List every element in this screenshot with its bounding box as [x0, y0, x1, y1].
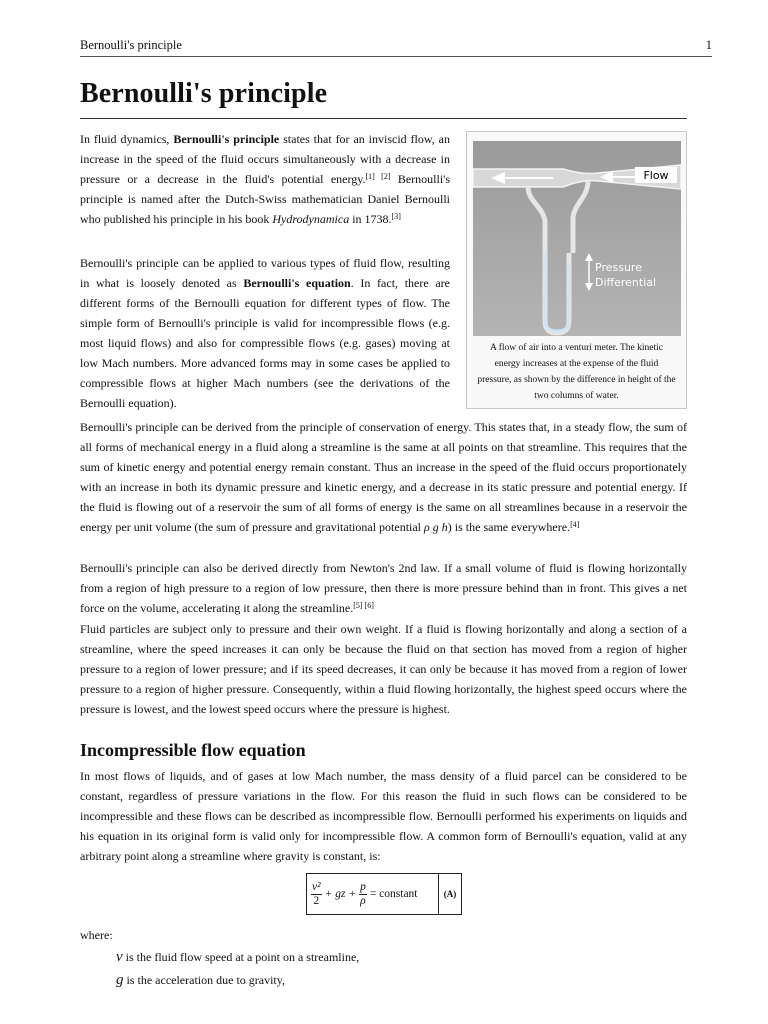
body-paragraph-6: In most flows of liquids, and of gases at low Mach number, the mass density of a fluid parcel can be considered to be constant, regardless of pressure variations in the flow. For this reason the fluid in such flows can be considered to be incompressible and these flows can be described as incompressible flow. Bernoulli performed his experiments on liquids and his equation in its original form is valid only for incompressible flow. A common form of Bernoulli's equation, valid at any arbitrary point along a streamline where gravity is constant, is: — [80, 769, 687, 863]
equation-label: (A) — [443, 889, 457, 899]
body-paragraph-3: Bernoulli's principle can be derived from the principle of conservation of energy. This states that, in a steady flow, the sum of all forms of mechanical energy in a fluid along a streamline is the same at all points on that streamline. This requires that the sum of kinetic energy and potential energy remain constant. Thus an increase in the speed of the fluid occurs proportionately with an increase in both its dynamic pressure and kinetic energy, and a decrease in its static pressure and potential energy. If the fluid is flowing out of a reservoir the sum of all forms of energy is the same on all streamlines because in a reservoir the energy per unit volume (the sum of pressure and gravitational potential ρ g h) is the same everywhere.[4] — [80, 420, 687, 534]
differential-label: Differential — [595, 276, 657, 289]
body-paragraph-4: Bernoulli's principle can also be derived directly from Newton's 2nd law. If a small volume of fluid is flowing horizontally from a region of high pressure to a region of low pressure, then there is more pressure behind than in front. This gives a net force on the volume, accelerating it along the streamline.[5] [6] — [80, 561, 687, 615]
where-label: where: — [80, 928, 113, 942]
flow-label: Flow — [643, 169, 669, 182]
intro-paragraph-1: In fluid dynamics, Bernoulli's principle states that for an inviscid flow, an increase in the speed of the fluid occurs simultaneously with a decrease in pressure or a decrease in the fluid's potential energy.[1] [2] Bernoulli's principle is named after the Dutch-Swiss mathematician Daniel Bernoulli who published his principle in his book Hydrodynamica in 1738.[3] — [80, 132, 450, 226]
equation-body: $\frac{\text{v²}}{2}$ + gz + $\frac{p}{\rho}$ = constant — [307, 874, 439, 914]
venturi-figure — [466, 131, 687, 409]
page-number: 1 — [705, 38, 712, 52]
fraction-p-over-rho: $\frac{p}{\rho}$ — [360, 880, 366, 907]
figure-caption: A flow of air into a venturi meter. The kinetic energy increases at the expense of the fluid pressure, as shown by the difference in height of the two columns of water. — [477, 343, 676, 401]
bernoulli-equation — [306, 873, 462, 915]
citation-link[interactable]: [4] — [570, 520, 580, 529]
definition-item-v: v is the fluid flow speed at a point on a streamline, — [116, 949, 360, 965]
definition-item-g: g is the acceleration due to gravity, — [116, 972, 285, 988]
body-paragraph-5: Fluid particles are subject only to pressure and their own weight. If a fluid is flowing horizontally and along a section of a streamline, where the speed increases it can only be because the fluid on that section has moved from a region of higher pressure to a region of lower pressure; and if its speed decreases, it can only be because it has moved from a region of lower pressure to a region of higher pressure. Consequently, within a fluid flowing horizontally, the highest speed occurs where the pressure is lowest, and the lowest speed occurs where the pressure is highest. — [80, 622, 687, 716]
pressure-label: Pressure — [595, 261, 642, 274]
citation-link[interactable]: [1] [2] — [365, 172, 391, 181]
running-title: Bernoulli's principle — [80, 38, 182, 52]
citation-link[interactable]: [5] [6] — [353, 601, 374, 610]
venturi-meter-image — [473, 141, 681, 336]
title-divider — [80, 118, 687, 119]
citation-link[interactable]: [3] — [391, 212, 401, 221]
running-header — [80, 38, 712, 57]
fraction-v2-over-2: $\frac{\text{v²}}{2}$ — [312, 880, 321, 907]
section-heading: Incompressible flow equation — [80, 740, 306, 760]
page-title: Bernoulli's principle — [80, 78, 328, 109]
intro-paragraph-2: Bernoulli's principle can be applied to various types of fluid flow, resulting in what is loosely denoted as Bernoulli's equation. In fact, there are different forms of the Bernoulli equation for different types of flow. The simple form of Bernoulli's principle is valid for incompressible flows (e.g. most liquid flows) and also for compressible flows (e.g. gases) moving at low Mach numbers. More advanced forms may in some cases be applied to compressible flows at higher Mach numbers (see the derivations of the Bernoulli equation). — [80, 256, 450, 410]
